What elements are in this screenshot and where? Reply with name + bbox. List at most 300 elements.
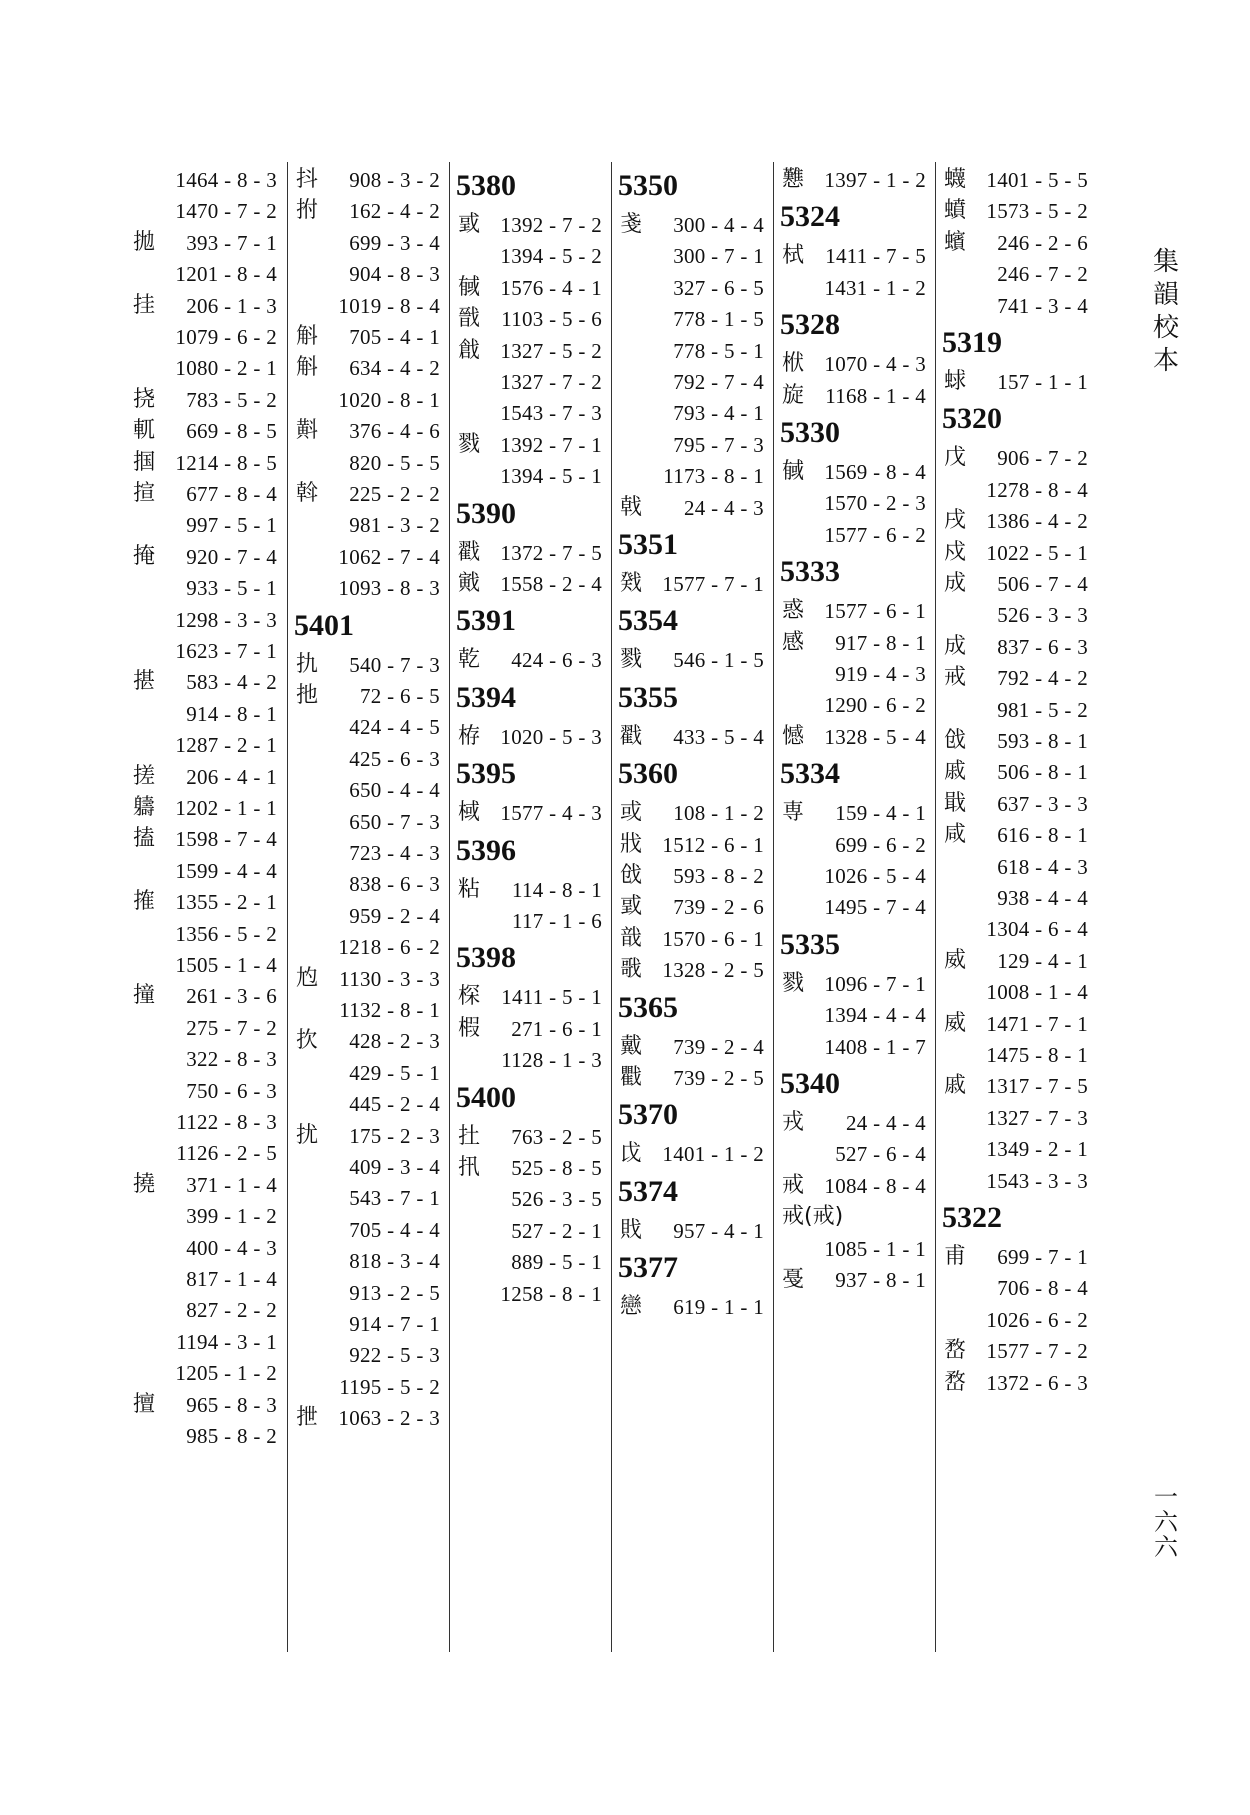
headword-character: 旋 (782, 382, 805, 408)
page-reference: 739 - 2 - 6 (673, 895, 764, 920)
page-reference: 922 - 5 - 3 (349, 1343, 440, 1368)
index-column (773, 162, 936, 1652)
section-number-text: 5370 (618, 1098, 678, 1132)
section-number-text: 5340 (780, 1067, 840, 1100)
section-number-text: 5334 (780, 757, 840, 791)
index-entry (450, 1276, 612, 1312)
section-number (450, 599, 612, 638)
page-reference: 705 - 4 - 4 (349, 1217, 440, 1242)
page-reference: 838 - 6 - 3 (349, 872, 440, 897)
page-reference: 837 - 6 - 3 (997, 634, 1088, 659)
section-number (774, 550, 936, 589)
page-reference: 24 - 4 - 4 (846, 1111, 926, 1135)
section-number-text: 5400 (456, 1080, 516, 1114)
page-reference: 818 - 3 - 4 (349, 1249, 440, 1274)
section-number (936, 397, 1098, 436)
page-reference: 1063 - 2 - 3 (338, 1406, 440, 1431)
page-reference: 1408 - 1 - 7 (824, 1034, 926, 1059)
section-number (612, 1246, 774, 1285)
page-reference: 699 - 3 - 4 (349, 230, 440, 255)
section-number-text: 5398 (456, 941, 516, 975)
page-reference: 1598 - 7 - 4 (175, 827, 277, 852)
headword-character: 戚 (944, 759, 967, 785)
index-entry (612, 952, 774, 988)
page-reference: 425 - 6 - 3 (349, 746, 440, 771)
page-reference: 1096 - 7 - 1 (824, 971, 926, 996)
index-entry (612, 719, 774, 755)
page-reference: 1126 - 2 - 5 (176, 1141, 277, 1166)
page-reference: 1020 - 8 - 1 (338, 387, 440, 412)
headword-character: 戢 (944, 790, 967, 816)
headword-character: 戗 (620, 863, 643, 888)
headword-character: 撓 (133, 1171, 156, 1197)
headword-character: 拋 (133, 229, 156, 255)
page-reference: 741 - 3 - 4 (997, 293, 1088, 318)
page-reference: 206 - 4 - 1 (186, 764, 277, 789)
page-reference: 1195 - 5 - 2 (339, 1374, 440, 1399)
page-reference: 1128 - 1 - 3 (501, 1048, 602, 1073)
section-number-text: 5350 (618, 169, 678, 202)
page-reference: 1080 - 2 - 1 (175, 356, 277, 381)
section-number-text: 5394 (456, 680, 516, 714)
page-reference: 1505 - 1 - 4 (175, 953, 277, 977)
headword-character: 戀 (620, 1294, 643, 1320)
headword-character: 戎 (782, 1110, 805, 1135)
index-entry (450, 795, 612, 831)
headword-character: 咸 (944, 822, 967, 848)
page-reference: 906 - 7 - 2 (997, 446, 1088, 471)
page-reference: 1194 - 3 - 1 (176, 1329, 277, 1354)
headword-character: 搉 (133, 889, 156, 915)
page-reference: 1569 - 8 - 4 (824, 460, 926, 484)
index-entry (774, 378, 936, 414)
page-reference: 1093 - 8 - 3 (338, 576, 440, 601)
page-reference: 817 - 1 - 4 (186, 1267, 277, 1291)
index-entry (612, 1213, 774, 1249)
page-reference: 1386 - 4 - 2 (986, 509, 1088, 534)
page-reference: 1085 - 1 - 1 (824, 1236, 926, 1261)
headword-character: 戝 (620, 1217, 643, 1243)
page-reference: 1103 - 5 - 6 (501, 307, 602, 332)
page-reference: 72 - 6 - 5 (360, 684, 440, 708)
page-reference: 1543 - 3 - 3 (986, 1168, 1088, 1193)
headword-character: 蟦 (944, 198, 967, 224)
page-reference: 593 - 8 - 2 (673, 864, 764, 888)
headword-character: 搕 (133, 826, 156, 852)
index-entry (450, 458, 612, 494)
section-number-text: 5351 (618, 528, 678, 561)
section-number (612, 752, 774, 791)
page-reference: 917 - 8 - 1 (835, 630, 926, 655)
index-entry (612, 1136, 774, 1172)
page-reference: 619 - 1 - 1 (673, 1295, 764, 1320)
page-reference: 792 - 7 - 4 (673, 370, 764, 394)
page-reference: 376 - 4 - 6 (349, 419, 440, 444)
index-entry (450, 642, 612, 678)
headword-character: 撞 (133, 983, 156, 1009)
page-reference: 1394 - 4 - 4 (824, 1003, 926, 1028)
section-number (450, 829, 612, 865)
page-reference: 1394 - 5 - 2 (500, 244, 602, 269)
page-reference: 1475 - 8 - 1 (986, 1043, 1088, 1067)
section-number-text: 5396 (456, 833, 516, 867)
page-reference: 409 - 3 - 4 (349, 1155, 440, 1179)
page-reference: 583 - 4 - 2 (186, 670, 277, 695)
page-reference: 225 - 2 - 2 (349, 482, 440, 506)
headword-character: 戫 (782, 459, 805, 484)
page-reference: 129 - 4 - 1 (997, 948, 1088, 973)
page-reference: 159 - 4 - 1 (835, 801, 926, 826)
headword-character: 戟 (620, 494, 643, 520)
page-reference: 1062 - 7 - 4 (338, 544, 440, 569)
headword-character: 感 (782, 629, 805, 655)
page-reference: 920 - 7 - 4 (186, 544, 277, 569)
headword-character: 戧 (458, 337, 481, 363)
page-reference: 246 - 2 - 6 (997, 230, 1088, 255)
page-reference: 750 - 6 - 3 (186, 1078, 277, 1103)
page-reference: 904 - 8 - 3 (349, 262, 440, 287)
page-reference: 1401 - 1 - 2 (662, 1142, 764, 1167)
page-reference: 1026 - 6 - 2 (986, 1307, 1088, 1332)
page-reference: 393 - 7 - 1 (186, 230, 277, 255)
page-reference: 399 - 1 - 2 (186, 1204, 277, 1229)
index-entry (450, 719, 612, 755)
page-reference: 914 - 7 - 1 (349, 1312, 440, 1336)
section-number (774, 195, 936, 234)
section-number (612, 599, 774, 638)
section-number (936, 321, 1098, 357)
headword-character: 戊 (944, 445, 967, 471)
page-reference: 1019 - 8 - 4 (338, 293, 440, 318)
headword-character: 揎 (133, 481, 156, 506)
page-reference: 1576 - 4 - 1 (500, 275, 602, 300)
page-reference: 650 - 7 - 3 (349, 809, 440, 834)
page-reference: 433 - 5 - 4 (673, 724, 764, 749)
page-reference: 1026 - 5 - 4 (824, 864, 926, 888)
headword-character: 粘 (458, 876, 481, 902)
page-reference: 400 - 4 - 3 (186, 1235, 277, 1260)
page-reference: 1122 - 8 - 3 (176, 1110, 277, 1134)
page-reference: 793 - 4 - 1 (673, 401, 764, 426)
headword-character: 戫 (458, 274, 481, 300)
section-number-text: 5380 (456, 169, 516, 202)
index-entry (450, 903, 612, 939)
page-reference: 206 - 1 - 3 (186, 293, 277, 318)
page-reference: 699 - 6 - 2 (835, 832, 926, 857)
index-column (125, 162, 287, 1652)
page-reference: 527 - 2 - 1 (511, 1218, 602, 1243)
page-reference: 889 - 5 - 1 (511, 1250, 602, 1275)
index-entry (774, 270, 936, 306)
headword-character: 抴 (296, 1405, 319, 1431)
page-reference: 1201 - 8 - 4 (175, 262, 277, 287)
page-reference: 908 - 3 - 2 (349, 168, 440, 192)
section-number-text: 5365 (618, 990, 678, 1024)
section-number (450, 1076, 612, 1112)
headword-character: 斛 (296, 324, 319, 349)
page-reference: 24 - 4 - 3 (684, 495, 764, 520)
headword-character: 戁 (782, 167, 805, 192)
page-reference: 1218 - 6 - 2 (338, 935, 440, 960)
headword-character: 戭 (458, 571, 481, 596)
page-reference: 1355 - 2 - 1 (175, 890, 277, 915)
page-reference: 723 - 4 - 3 (349, 841, 440, 865)
headword-character: 斢 (296, 418, 319, 444)
page-reference: 985 - 8 - 2 (186, 1424, 277, 1448)
page-reference: 424 - 6 - 3 (511, 648, 602, 673)
headword-character: 椵 (458, 1015, 481, 1041)
page-reference: 820 - 5 - 5 (349, 450, 440, 475)
page-reference: 117 - 1 - 6 (511, 909, 602, 933)
page-reference: 506 - 8 - 1 (997, 760, 1088, 785)
page-reference: 981 - 5 - 2 (997, 697, 1088, 722)
page-reference: 1130 - 3 - 3 (339, 966, 440, 991)
page-reference: 1623 - 7 - 1 (175, 639, 277, 663)
page-reference: 705 - 4 - 1 (349, 325, 440, 349)
headword-character: 扻 (296, 1028, 319, 1054)
headword-character: 戵 (620, 1065, 643, 1090)
section-number (612, 986, 774, 1022)
section-number-text: 5355 (618, 680, 678, 714)
page-reference: 778 - 5 - 1 (673, 338, 764, 363)
page-reference: 1327 - 7 - 3 (986, 1105, 1088, 1130)
headword-character: 扏 (296, 651, 319, 677)
section-number-text: 5395 (456, 757, 516, 791)
page-reference: 1470 - 7 - 2 (175, 199, 277, 224)
headword-character: 斛 (296, 355, 319, 381)
page-reference: 914 - 8 - 1 (186, 701, 277, 726)
section-number-text: 5319 (942, 326, 1002, 359)
index-entry (774, 719, 936, 755)
section-number-text: 5320 (942, 402, 1002, 436)
section-number-text: 5322 (942, 1201, 1002, 1234)
headword-character: 戴 (620, 1033, 643, 1059)
section-number-text: 5360 (618, 757, 678, 791)
page-reference: 1372 - 6 - 3 (986, 1370, 1088, 1395)
headword-character: 戞 (782, 1267, 805, 1292)
headword-character: 栫 (458, 723, 481, 749)
index-entry (936, 364, 1098, 400)
headword-character: 掴 (133, 449, 156, 475)
page-reference: 1132 - 8 - 1 (339, 998, 440, 1022)
headword-character: 戮 (782, 970, 805, 996)
headword-character: 扗 (458, 1123, 481, 1149)
headword-character: 揕 (133, 669, 156, 695)
page-reference: 795 - 7 - 3 (673, 432, 764, 457)
page-reference: 792 - 4 - 2 (997, 666, 1088, 691)
page-reference: 1298 - 3 - 3 (175, 607, 277, 632)
page-reference: 1356 - 5 - 2 (175, 921, 277, 946)
page-reference: 1577 - 4 - 3 (500, 801, 602, 826)
page-reference: 327 - 6 - 5 (673, 275, 764, 300)
section-number (450, 164, 612, 200)
headword-character: 戣 (620, 571, 643, 596)
page-reference: 114 - 8 - 1 (511, 877, 602, 902)
page-reference: 637 - 3 - 3 (997, 791, 1088, 816)
page-reference: 616 - 8 - 1 (997, 823, 1088, 848)
page-reference: 1372 - 7 - 5 (500, 540, 602, 565)
page-reference: 526 - 3 - 5 (511, 1187, 602, 1212)
page-number: 一六六 (1154, 1483, 1178, 1561)
page-reference: 1327 - 5 - 2 (500, 338, 602, 363)
section-number (612, 1170, 774, 1206)
page-reference: 965 - 8 - 3 (186, 1392, 277, 1417)
page-reference: 1411 - 7 - 5 (825, 244, 926, 269)
page-reference: 938 - 4 - 4 (997, 886, 1088, 910)
page-reference: 669 - 8 - 5 (186, 419, 277, 444)
page-reference: 763 - 2 - 5 (511, 1124, 602, 1149)
section-number-text: 5335 (780, 927, 840, 961)
page-reference: 1401 - 5 - 5 (986, 168, 1088, 192)
page-reference: 1392 - 7 - 2 (500, 213, 602, 237)
index-entry (612, 1289, 774, 1325)
page-reference: 933 - 5 - 1 (186, 576, 277, 601)
headword-character: 抖 (296, 167, 319, 192)
page-reference: 959 - 2 - 4 (349, 903, 440, 928)
headword-character: 憾 (782, 723, 805, 749)
page-reference: 1570 - 6 - 1 (662, 926, 764, 951)
section-number (612, 1093, 774, 1132)
section-number (612, 676, 774, 712)
page-reference: 677 - 8 - 4 (186, 482, 277, 506)
index-entry (774, 889, 936, 925)
headword-character: 戒(戒) (782, 1204, 844, 1230)
page-reference: 1577 - 7 - 2 (986, 1339, 1088, 1364)
headword-character: 軇 (133, 795, 156, 820)
page-reference: 1290 - 6 - 2 (824, 693, 926, 718)
index-entry (774, 1262, 936, 1298)
page-reference: 1168 - 1 - 4 (825, 383, 926, 408)
page-reference: 1392 - 7 - 1 (500, 432, 602, 457)
page-reference: 1397 - 1 - 2 (824, 168, 926, 192)
page-reference: 1577 - 7 - 1 (662, 572, 764, 596)
page-reference: 699 - 7 - 1 (997, 1245, 1088, 1269)
page-reference: 540 - 7 - 3 (349, 652, 440, 677)
page-reference: 1205 - 1 - 2 (175, 1361, 277, 1386)
page-reference: 1070 - 4 - 3 (824, 352, 926, 377)
headword-character: 専 (782, 800, 805, 826)
headword-character: 威 (944, 947, 967, 973)
section-number (450, 492, 612, 528)
page-reference: 981 - 3 - 2 (349, 513, 440, 538)
page-reference: 1558 - 2 - 4 (500, 572, 602, 596)
headword-character: 斡 (296, 481, 319, 506)
headword-character: 戔 (620, 212, 643, 237)
section-number-text: 5401 (294, 608, 354, 642)
headword-character: 扰 (296, 1122, 319, 1148)
headword-character: 棫 (458, 800, 481, 826)
page-reference: 1020 - 5 - 3 (500, 724, 602, 749)
page-reference: 261 - 3 - 6 (186, 984, 277, 1009)
section-number-text: 5354 (618, 604, 678, 638)
headword-character: 戜 (458, 212, 481, 237)
page-reference: 919 - 4 - 3 (835, 662, 926, 686)
index-column (449, 162, 612, 1652)
page-reference: 1394 - 5 - 1 (500, 464, 602, 489)
headword-character: 扡 (296, 683, 319, 708)
index-entry (125, 1418, 287, 1454)
headword-character: 栻 (782, 243, 805, 269)
page-reference: 429 - 5 - 1 (349, 1060, 440, 1085)
headword-character: 軏 (133, 418, 156, 444)
section-number (612, 523, 774, 559)
page-reference: 546 - 1 - 5 (673, 648, 764, 673)
index-entry (936, 1365, 1098, 1401)
headword-character: 成 (944, 571, 967, 596)
page-reference: 300 - 4 - 4 (673, 213, 764, 237)
index-column (935, 162, 1098, 1652)
page-reference: 271 - 6 - 1 (511, 1016, 602, 1041)
page-reference: 300 - 7 - 1 (673, 244, 764, 269)
index-entry (450, 1042, 612, 1078)
headword-character: 搓 (133, 763, 156, 789)
page-reference: 1411 - 5 - 1 (501, 985, 602, 1010)
section-number (936, 1196, 1098, 1232)
page-reference: 1512 - 6 - 1 (662, 832, 764, 857)
headword-character: 戜 (620, 894, 643, 920)
section-number (774, 303, 936, 342)
page-reference: 1287 - 2 - 1 (175, 733, 277, 758)
index-column (611, 162, 774, 1652)
headword-character: 栿 (782, 351, 805, 377)
page-reference: 162 - 4 - 2 (349, 199, 440, 224)
page-reference: 246 - 7 - 2 (997, 262, 1088, 287)
section-number-text: 5377 (618, 1251, 678, 1285)
page-reference: 1471 - 7 - 1 (986, 1011, 1088, 1036)
section-number (774, 411, 936, 447)
page-reference: 506 - 7 - 4 (997, 572, 1088, 596)
headword-character: 拊 (296, 198, 319, 224)
page-reference: 913 - 2 - 5 (349, 1280, 440, 1305)
section-number (450, 936, 612, 975)
headword-character: 惑 (782, 598, 805, 624)
page-reference: 1349 - 2 - 1 (986, 1137, 1088, 1162)
headword-character: 戩 (458, 306, 481, 332)
section-number-text: 5330 (780, 416, 840, 449)
index-entry (612, 566, 774, 602)
headword-character: 棎 (458, 984, 481, 1010)
page-reference: 1079 - 6 - 2 (175, 325, 277, 349)
section-number-text: 5390 (456, 496, 516, 530)
page-reference: 428 - 2 - 3 (349, 1029, 440, 1054)
headword-character: 戍 (944, 539, 967, 565)
headword-character: 或 (620, 800, 643, 826)
section-number-text: 5374 (618, 1174, 678, 1208)
headword-character: 蠛 (944, 167, 967, 192)
section-number (774, 752, 936, 791)
section-number (288, 604, 450, 640)
headword-character: 尥 (296, 965, 319, 991)
page-reference: 1577 - 6 - 1 (824, 599, 926, 624)
index-entry (288, 570, 450, 606)
page-reference: 1202 - 1 - 1 (175, 796, 277, 820)
page-reference: 526 - 3 - 3 (997, 603, 1088, 628)
page-reference: 371 - 1 - 4 (186, 1172, 277, 1197)
index-entry (774, 517, 936, 553)
index-entry (612, 1060, 774, 1096)
index-entry (612, 490, 774, 526)
page-reference: 1084 - 8 - 4 (824, 1173, 926, 1198)
index-entry (450, 566, 612, 602)
section-number-text: 5328 (780, 308, 840, 342)
headword-character: 嵍 (944, 1369, 967, 1395)
page-reference: 445 - 2 - 4 (349, 1092, 440, 1117)
headword-character: 戚 (944, 1073, 967, 1099)
page-reference: 1317 - 7 - 5 (986, 1074, 1088, 1099)
page-reference: 543 - 7 - 1 (349, 1186, 440, 1211)
page-reference: 1173 - 8 - 1 (663, 464, 764, 489)
headword-character: 蠙 (944, 229, 967, 255)
